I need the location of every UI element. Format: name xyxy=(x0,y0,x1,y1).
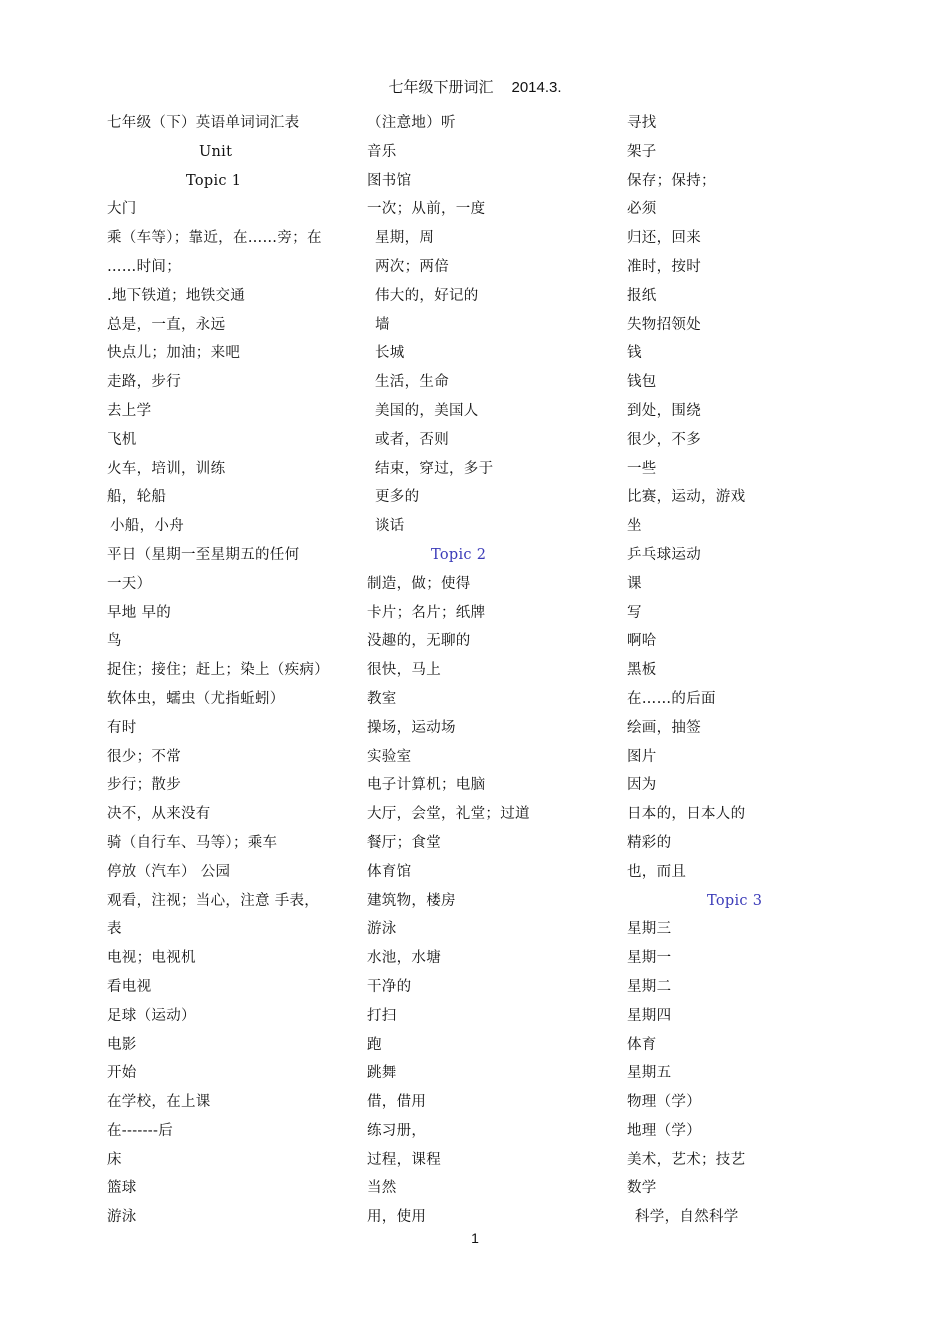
vocab-line: 生活，生命 xyxy=(375,374,449,391)
vocab-line: 绘画，抽签 xyxy=(627,719,701,736)
vocab-line: 观看，注视；当心，注意 手表， xyxy=(107,892,320,909)
vocab-column-3 xyxy=(627,109,887,1232)
document-title: 七年级下册词汇 xyxy=(388,78,494,96)
vocab-line: 鸟 xyxy=(107,633,122,650)
vocab-line: 谈话 xyxy=(375,518,405,535)
vocab-line: 教室 xyxy=(367,690,397,707)
vocab-line: 软体虫，蠕虫（尤指蚯蚓） xyxy=(107,690,285,707)
vocab-line: 过程，课程 xyxy=(367,1151,441,1168)
vocab-line: 游泳 xyxy=(107,1209,137,1226)
vocab-line: 体育馆 xyxy=(367,863,412,880)
vocab-line: 乘（车等）；靠近，在……旁；在 xyxy=(107,230,322,247)
vocab-line: 失物招领处 xyxy=(627,316,701,333)
vocab-line: 看电视 xyxy=(107,978,152,995)
vocab-line: 图书馆 xyxy=(367,172,412,189)
vocab-line: 写 xyxy=(627,604,642,621)
vocab-line: 当然 xyxy=(367,1180,397,1197)
vocab-line: 走路，步行 xyxy=(107,374,181,391)
vocab-line: 更多的 xyxy=(375,489,420,506)
vocab-line: 音乐 xyxy=(367,143,397,160)
vocab-line: 建筑物，楼房 xyxy=(367,892,456,909)
vocab-line: 很少；不常 xyxy=(107,748,181,765)
vocab-line: 物理（学） xyxy=(627,1094,701,1111)
vocab-line: 飞机 xyxy=(107,431,137,448)
vocab-line: 墙 xyxy=(375,316,390,333)
vocab-line: 星期，周 xyxy=(375,230,435,247)
vocab-line: 餐厅；食堂 xyxy=(367,834,441,851)
vocab-line: 借，借用 xyxy=(367,1094,427,1111)
vocab-line: 星期五 xyxy=(627,1065,672,1082)
vocab-line: 乒乓球运动 xyxy=(627,546,701,563)
vocab-line: 卡片；名片；纸牌 xyxy=(367,604,486,621)
vocab-column-1 xyxy=(107,109,367,1232)
vocab-line: 步行；散步 xyxy=(107,777,181,794)
vocab-line: 火车，培训，训练 xyxy=(107,460,226,477)
vocab-line: 早地 早的 xyxy=(107,604,172,621)
vocab-line: 跑 xyxy=(367,1036,382,1053)
vocab-line: 在-------后 xyxy=(107,1122,173,1139)
vocab-line: （注意地）听 xyxy=(367,115,456,131)
vocab-line: 报纸 xyxy=(627,287,657,304)
vocab-line: 游泳 xyxy=(367,921,397,938)
vocab-line: 表 xyxy=(107,921,122,938)
vocab-line: 伟大的，好记的 xyxy=(375,287,479,304)
vocab-line: 跳舞 xyxy=(367,1065,397,1082)
vocab-line: Unit xyxy=(199,143,233,160)
vocab-line: 保存；保持； xyxy=(627,172,716,189)
vocab-line: 制造，做；使得 xyxy=(367,575,471,592)
vocab-line: 用，使用 xyxy=(367,1209,427,1226)
vocab-line: Topic 1 xyxy=(186,172,242,189)
vocab-line: 总是，一直，永远 xyxy=(107,316,226,333)
vocab-line: 一些 xyxy=(627,460,657,477)
vocab-line: 归还，回来 xyxy=(627,230,701,247)
vocab-line: 电影 xyxy=(107,1036,137,1053)
vocab-line: 开始 xyxy=(107,1065,137,1082)
vocab-line: 美术，艺术；技艺 xyxy=(627,1151,746,1168)
vocab-line: 一次；从前，一度 xyxy=(367,201,486,218)
vocab-line: 科学，自然科学 xyxy=(635,1209,739,1226)
vocab-line: 架子 xyxy=(627,143,657,160)
vocab-line: 比赛，运动，游戏 xyxy=(627,489,746,506)
vocab-line: 必须 xyxy=(627,201,657,218)
vocab-line: 电视；电视机 xyxy=(107,950,196,967)
vocab-line: 大门 xyxy=(107,201,137,218)
vocab-line: 地理（学） xyxy=(627,1122,701,1139)
vocab-line: 干净的 xyxy=(367,978,412,995)
vocab-line: 星期四 xyxy=(627,1007,672,1024)
topic-heading: Topic 2 xyxy=(431,546,487,563)
vocab-line: 美国的，美国人 xyxy=(375,402,479,419)
vocab-line: 很快，马上 xyxy=(367,662,441,679)
vocab-line: 课 xyxy=(627,575,642,592)
vocab-line: 啊哈 xyxy=(627,633,657,650)
vocab-column-2 xyxy=(367,109,627,1232)
vocab-line: 小船，小舟 xyxy=(110,518,184,535)
vocab-line: 快点儿；加油；来吧 xyxy=(107,345,241,362)
vocab-line: 到处，围绕 xyxy=(627,402,701,419)
vocab-line: 没趣的，无聊的 xyxy=(367,633,471,650)
vocab-line: .地下铁道；地铁交通 xyxy=(107,287,246,304)
topic-heading: Topic 3 xyxy=(707,892,763,909)
vocab-line: 体育 xyxy=(627,1036,657,1053)
vocab-line: 黑板 xyxy=(627,662,657,679)
vocab-line: 平日（星期一至星期五的任何 xyxy=(107,546,300,563)
vocab-line: 实验室 xyxy=(367,748,412,765)
vocab-line: 大厅，会堂，礼堂；过道 xyxy=(367,806,530,823)
vocab-line: 篮球 xyxy=(107,1180,137,1197)
vocab-line: 钱 xyxy=(627,345,642,362)
vocab-line: 在学校，在上课 xyxy=(107,1094,211,1111)
vocab-line: 捉住；接住；赶上；染上（疾病） xyxy=(107,662,329,679)
page-number: 1 xyxy=(471,1230,479,1246)
vocab-line: 星期三 xyxy=(627,921,672,938)
vocab-line: 有时 xyxy=(107,719,137,736)
vocab-line: 钱包 xyxy=(627,374,657,391)
vocab-line: 两次；两倍 xyxy=(375,258,449,275)
vocab-line: 星期二 xyxy=(627,978,672,995)
vocab-line: 足球（运动） xyxy=(107,1007,196,1024)
vocab-line: 精彩的 xyxy=(627,834,672,851)
vocab-line: 七年级（下）英语单词词汇表 xyxy=(107,115,300,131)
vocab-line: ……时间； xyxy=(107,258,181,275)
vocab-line: 也，而且 xyxy=(627,863,687,880)
vocab-line: 图片 xyxy=(627,748,657,765)
vocab-line: 一天） xyxy=(107,575,152,592)
vocab-line: 很少，不多 xyxy=(627,431,701,448)
vocab-line: 星期一 xyxy=(627,950,672,967)
vocab-line: 长城 xyxy=(375,345,405,362)
vocab-line: 操场，运动场 xyxy=(367,719,456,736)
vocab-line: 练习册， xyxy=(367,1122,427,1139)
vocab-line: 在……的后面 xyxy=(627,690,716,707)
vocab-line: 床 xyxy=(107,1151,122,1168)
vocab-line: 结束，穿过，多于 xyxy=(375,460,494,477)
vocab-line: 或者，否则 xyxy=(375,431,449,448)
vocab-line: 日本的，日本人的 xyxy=(627,806,746,823)
vocab-line: 寻找 xyxy=(627,115,657,131)
vocab-line: 停放（汽车） 公园 xyxy=(107,863,231,880)
vocab-line: 船，轮船 xyxy=(107,489,167,506)
vocab-line: 电子计算机；电脑 xyxy=(367,777,486,794)
vocab-line: 数学 xyxy=(627,1180,657,1197)
document-date: 2014.3. xyxy=(511,79,562,96)
vocab-line: 打扫 xyxy=(367,1007,397,1024)
vocab-line: 坐 xyxy=(627,518,642,535)
page-title xyxy=(0,76,950,97)
vocab-line: 决不，从来没有 xyxy=(107,806,211,823)
vocab-line: 因为 xyxy=(627,777,657,794)
vocab-line: 准时，按时 xyxy=(627,258,701,275)
vocab-line: 去上学 xyxy=(107,402,152,419)
vocab-line: 骑（自行车、马等）；乘车 xyxy=(107,834,278,851)
vocab-line: 水池，水塘 xyxy=(367,950,441,967)
